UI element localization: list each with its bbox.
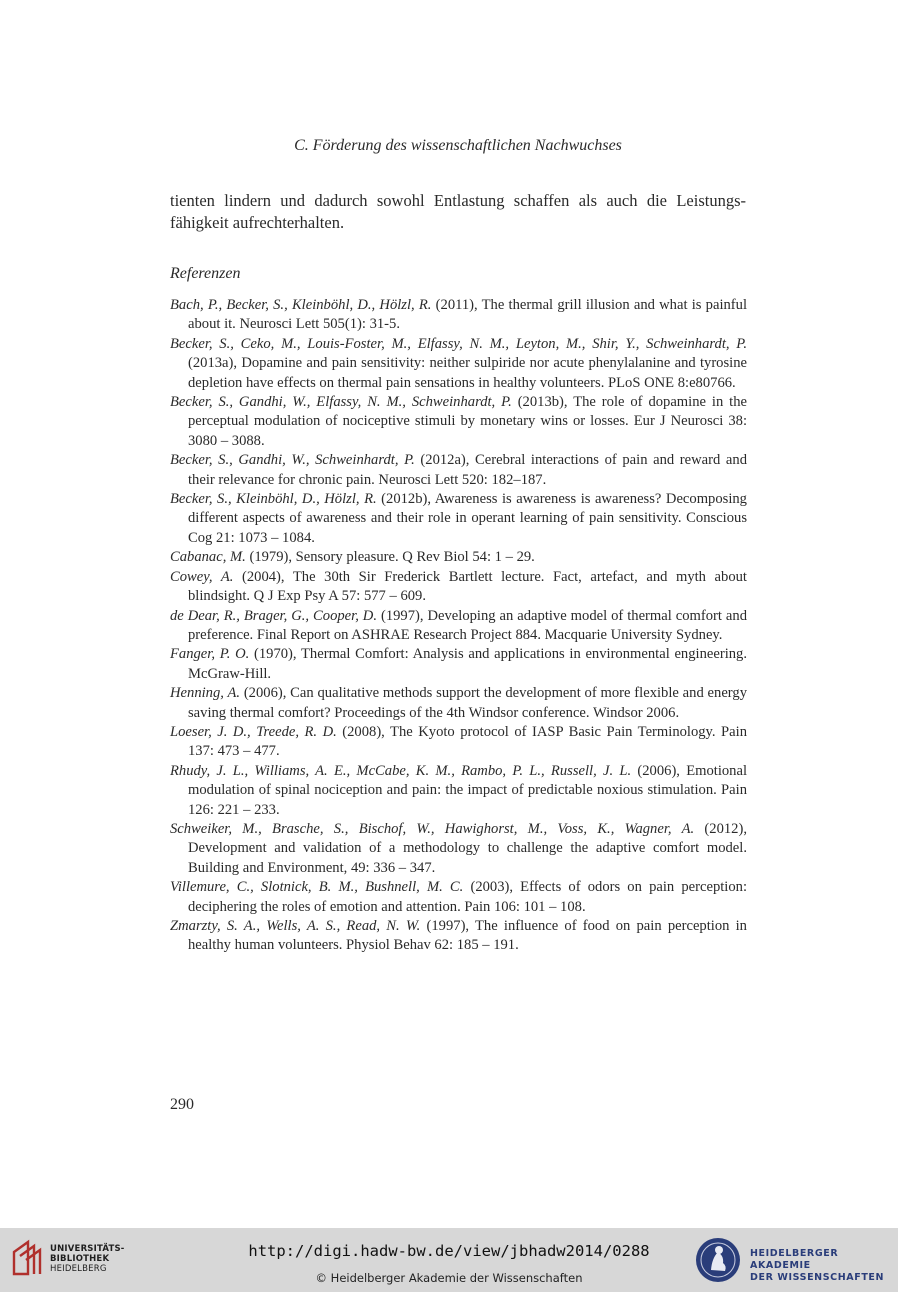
reference-authors: Loeser, J. D., Treede, R. D.: [170, 723, 337, 740]
reference-authors: Fanger, P. O.: [170, 646, 250, 663]
reference-authors: Becker, S., Kleinböhl, D., Hölzl, R.: [170, 491, 377, 508]
reference-text: (2013b), The role of dopamine in the perceptual modulation of nociceptive stimuli by monetary wins or losses. Eur J Neurosci 38: 3080 – 3088.: [188, 394, 747, 449]
library-name-line: HEIDELBERG: [50, 1264, 107, 1274]
reference-item: [170, 684, 747, 723]
reference-text: (2006), Emotional modulation of spinal nociception and pain: the impact of predictable noxious stimulation. Pain 126: 221 – 233.: [188, 762, 747, 818]
references-heading: Referenzen: [170, 265, 241, 282]
reference-text: (2011), The thermal grill illusion and what is painful about it. Neurosci Lett 505(1): 31-5.: [188, 297, 748, 333]
reference-text: (1970), Thermal Comfort: Analysis and applications in environmental engineering. McGraw-Hill.: [188, 646, 747, 682]
reference-item: [170, 820, 747, 878]
library-name-line: BIBLIOTHEK: [50, 1254, 110, 1264]
reference-text: (2012), Development and validation of a methodology to challenge the adaptive comfort model. Building and Environment, 49: 336 – 347.: [188, 820, 747, 876]
library-name-line: UNIVERSITÄTS-: [50, 1244, 125, 1254]
reference-item: [170, 723, 747, 762]
running-head: C. Förderung des wissenschaftlichen Nachwuchses: [294, 137, 622, 154]
reference-authors: Bach, P., Becker, S., Kleinböhl, D., Hölzl, R.: [170, 297, 432, 313]
reference-text: (2013a), Dopamine and pain sensitivity: neither sulpiride nor acute phenylalanine and tyrosine depletion have effects on thermal pain sensations in healthy volunteers. PLoS ONE 8:e80766.: [188, 355, 747, 391]
reference-item: [170, 645, 747, 684]
reference-item: [170, 917, 747, 956]
academy-name: [750, 1248, 898, 1284]
permalink-url[interactable]: http://digi.hadw-bw.de/view/jbhadw2014/0288: [248, 1242, 650, 1260]
reference-text: (2012a), Cerebral interactions of pain and reward and their relevance for chronic pain. Neurosci Lett 520: 182–187.: [188, 452, 747, 488]
academy-name-line: DER WISSENSCHAFTEN: [750, 1272, 885, 1283]
reference-text: (2004), The 30th Sir Frederick Bartlett lecture. Fact, artefact, and myth about blindsight. Q J Exp Psy A 57: 577 – 609.: [188, 568, 747, 605]
page-number: 290: [170, 1096, 194, 1113]
reference-item: [170, 451, 747, 490]
reference-item: [170, 607, 747, 646]
reference-item: [170, 393, 747, 451]
reference-text: (2012b), Awareness is awareness is awareness? Decomposing different aspects of awareness and their role in operant learning of pain sensitivity. Conscious Cog 21: 1073 – 1084.: [188, 491, 747, 546]
reference-text: (1997), Developing an adaptive model of thermal comfort and preference. Final Report on ASHRAE Research Project 884. Macquarie University Sydney.: [188, 607, 747, 643]
reference-text: (1997), The influence of food on pain perception in healthy human volunteers. Physiol Behav 62: 185 – 191.: [188, 918, 747, 954]
reference-authors: Becker, S., Gandhi, W., Schweinhardt, P.: [170, 452, 415, 469]
reference-authors: Cabanac, M.: [170, 549, 246, 566]
references-list: [170, 296, 747, 956]
reference-item: [170, 878, 747, 917]
footer-bar: [0, 1228, 898, 1292]
reference-authors: Becker, S., Ceko, M., Louis-Foster, M., Elfassy, N. M., Leyton, M., Shir, Y., Schweinhardt, P.: [170, 335, 747, 352]
reference-authors: Zmarzty, S. A., Wells, A. S., Read, N. W.: [170, 918, 421, 934]
copyright-notice: © Heidelberger Akademie der Wissenschaften: [315, 1271, 583, 1285]
reference-authors: de Dear, R., Brager, G., Cooper, D.: [170, 607, 377, 624]
reference-item: [170, 762, 747, 820]
academy-name-line: HEIDELBERGER AKADEMIE: [750, 1248, 839, 1271]
academy-seal-icon: [694, 1236, 742, 1284]
reference-item: [170, 296, 747, 335]
reference-item: [170, 335, 747, 393]
reference-item: [170, 490, 747, 548]
reference-item: [170, 568, 747, 607]
reference-text: (1979), Sensory pleasure. Q Rev Biol 54: 1 – 29.: [245, 549, 535, 566]
reference-text: (2008), The Kyoto protocol of IASP Basic Pain Terminology. Pain 137: 473 – 477.: [188, 723, 747, 760]
intro-paragraph: tienten lindern und dadurch sowohl Entlastung schaffen als auch die Leistungs-fähigkeit aufrechterhalten.: [170, 191, 746, 232]
reference-text: (2006), Can qualitative methods support the development of more flexible and energy saving thermal comfort? Proceedings of the 4th Windsor conference. Windsor 2006.: [188, 685, 747, 721]
reference-authors: Villemure, C., Slotnick, B. M., Bushnell, M. C.: [170, 879, 464, 896]
reference-authors: Schweiker, M., Brasche, S., Bischof, W., Hawighorst, M., Voss, K., Wagner, A.: [170, 820, 695, 837]
reference-text: (2003), Effects of odors on pain perception: deciphering the roles of emotion and attention. Pain 106: 101 – 108.: [188, 879, 747, 915]
reference-item: [170, 548, 747, 567]
reference-authors: Cowey, A.: [170, 568, 234, 585]
reference-authors: Rhudy, J. L., Williams, A. E., McCabe, K. M., Rambo, P. L., Russell, J. L.: [170, 762, 632, 779]
reference-authors: Henning, A.: [170, 685, 241, 702]
reference-authors: Becker, S., Gandhi, W., Elfassy, N. M., Schweinhardt, P.: [170, 394, 512, 411]
